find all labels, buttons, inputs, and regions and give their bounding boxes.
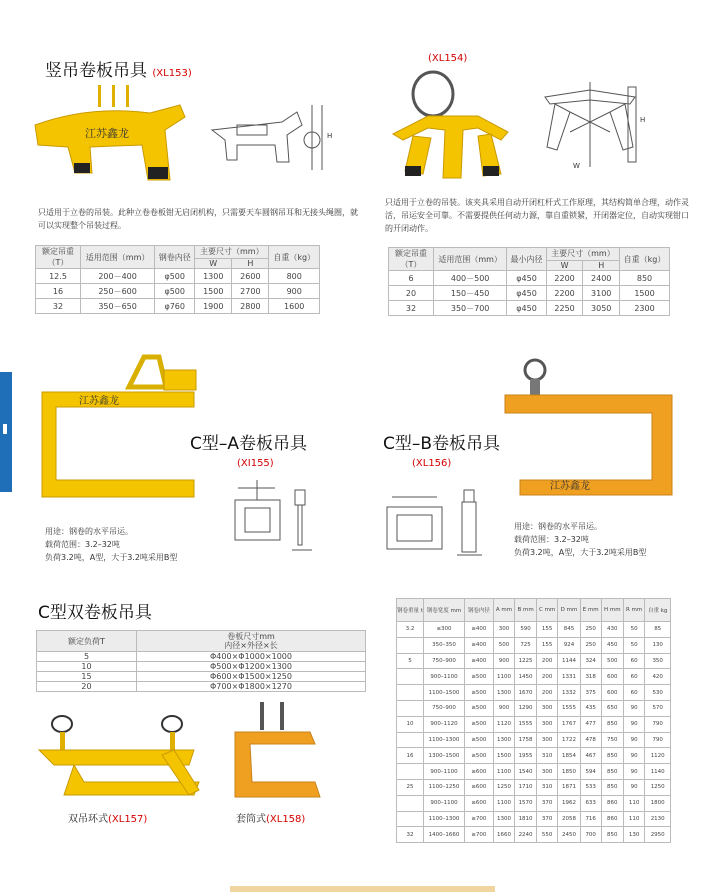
- table-cell: 1300: [493, 811, 515, 827]
- table-cell: 420: [645, 669, 671, 685]
- coil-weight-cell: 3.2: [397, 622, 424, 638]
- table-cell: 310: [536, 748, 558, 764]
- table-cell: 2450: [558, 827, 580, 843]
- table-row: [397, 700, 671, 716]
- xl156-usage-line: 载荷范围：3.2–32吨: [514, 535, 589, 544]
- table-row: [397, 685, 671, 701]
- table-cell: 1300: [493, 732, 515, 748]
- big-table-body: [397, 622, 671, 843]
- xl154-code: (XL154): [428, 53, 468, 64]
- table-row: [397, 779, 671, 795]
- footer-strip: [230, 886, 495, 892]
- xl158-code: (XL158): [266, 814, 306, 825]
- table-row: [397, 827, 671, 843]
- table-cell: 1722: [558, 732, 580, 748]
- table-cell: 1670: [515, 685, 537, 701]
- xl154-header-dim: 主要尺寸（mm）: [546, 248, 619, 261]
- table-cell: 300: [536, 716, 558, 732]
- table-cell: 110: [623, 811, 645, 827]
- xl154-description: 只适用于立卷的吊装。该夹具采用自动开闭杠杆式工作原理，其结构简单合理，动作灵活，吊运安全可靠。不需要提供任何动力源，靠自重锁紧，开闭器定位，自动实现钳口的开闭动作。: [385, 198, 689, 233]
- xl154-image: [383, 66, 523, 186]
- table-cell: 900–1100: [424, 669, 465, 685]
- table-cell: 790: [645, 732, 671, 748]
- xl158-caption: [236, 810, 305, 825]
- table-cell: 1300–1500: [424, 748, 465, 764]
- table-row: [397, 637, 671, 653]
- table-cell: 1810: [515, 811, 537, 827]
- table-cell: 1500: [493, 748, 515, 764]
- xl156-usage-line: 负荷3.2吨，A型，大于3.2吨采用B型: [514, 548, 647, 557]
- xl153-code: (XL153): [152, 68, 192, 79]
- table-cell: 130: [645, 637, 671, 653]
- table-cell: ≤300: [424, 622, 465, 638]
- xl153-subheader-w: W: [195, 258, 232, 268]
- table-row: 20 150－450 φ450 2200 3100 1500: [389, 286, 670, 301]
- table-cell: ≥600: [465, 764, 494, 780]
- table-row: 5 Φ400×Φ1000×1000: [37, 652, 366, 662]
- table-cell: 1854: [558, 748, 580, 764]
- table-cell: 1710: [515, 779, 537, 795]
- table-cell: 550: [536, 827, 558, 843]
- coil-weight-cell: [397, 637, 424, 653]
- table-row: 20 Φ700×Φ1800×1270: [37, 682, 366, 692]
- table-cell: 1450: [515, 669, 537, 685]
- table-cell: 50: [623, 637, 645, 653]
- table-cell: 478: [580, 732, 601, 748]
- table-cell: 1300: [493, 685, 515, 701]
- xl155-usage: [45, 525, 245, 564]
- xl154-table: [388, 247, 670, 316]
- table-cell: 90: [623, 779, 645, 795]
- table-cell: 700: [580, 827, 601, 843]
- coil-weight-cell: [397, 685, 424, 701]
- xl153-drawing: [207, 100, 337, 175]
- table-cell: 60: [623, 685, 645, 701]
- table-cell: 590: [515, 622, 537, 638]
- table-row: [397, 716, 671, 732]
- table-row: 32 350－650 φ760 1900 2800 1600: [36, 299, 320, 314]
- xl155-brand: 江苏鑫龙: [79, 396, 119, 407]
- big-header: E mm: [580, 599, 601, 622]
- table-row: [397, 669, 671, 685]
- table-cell: 2950: [645, 827, 671, 843]
- table-cell: 1331: [558, 669, 580, 685]
- coil-weight-cell: 25: [397, 779, 424, 795]
- table-cell: 310: [536, 779, 558, 795]
- xl153-image: [30, 85, 190, 185]
- table-cell: ≥500: [465, 669, 494, 685]
- big-header: 钢卷内径: [465, 599, 494, 622]
- table-cell: 1850: [558, 764, 580, 780]
- xl154-dim-h: H: [640, 116, 646, 124]
- table-cell: 1100–1250: [424, 779, 465, 795]
- xl157-code: (XL157): [108, 814, 148, 825]
- table-cell: 1332: [558, 685, 580, 701]
- table-row: 12.5 200－400 φ500 1300 2600 800: [36, 269, 320, 284]
- table-cell: 900: [493, 700, 515, 716]
- xl155-usage-line: 负荷3.2吨，A型，大于3.2吨采用B型: [45, 553, 178, 562]
- table-cell: 200: [536, 685, 558, 701]
- table-cell: 1540: [515, 764, 537, 780]
- table-cell: 600: [601, 685, 623, 701]
- table-cell: 300: [536, 764, 558, 780]
- xl153-header-load: 额定吊重（T）: [36, 246, 81, 269]
- table-cell: 430: [601, 622, 623, 638]
- coil-weight-cell: [397, 811, 424, 827]
- table-cell: 2058: [558, 811, 580, 827]
- table-cell: 110: [623, 795, 645, 811]
- c-type-spec-table: [396, 598, 671, 843]
- table-row: [397, 811, 671, 827]
- table-cell: 2240: [515, 827, 537, 843]
- table-cell: 1767: [558, 716, 580, 732]
- table-cell: 750–900: [424, 700, 465, 716]
- table-cell: 1290: [515, 700, 537, 716]
- table-cell: ≥600: [465, 795, 494, 811]
- double-table: [36, 630, 366, 692]
- table-cell: 467: [580, 748, 601, 764]
- xl156-image: [500, 355, 680, 505]
- table-cell: 570: [645, 700, 671, 716]
- xl154-header-range: 适用范围（mm）: [434, 248, 507, 271]
- table-cell: 1555: [558, 700, 580, 716]
- xl155-code: (XI155): [237, 458, 274, 469]
- table-cell: 155: [536, 637, 558, 653]
- table-cell: 435: [580, 700, 601, 716]
- table-cell: 350–350: [424, 637, 465, 653]
- table-cell: 2130: [645, 811, 671, 827]
- xl155-usage-line: 载荷范围：3.2–32吨: [45, 540, 120, 549]
- table-cell: 318: [580, 669, 601, 685]
- table-row: [397, 622, 671, 638]
- table-row: 16 250－600 φ500 1500 2700 900: [36, 284, 320, 299]
- table-cell: 450: [601, 637, 623, 653]
- table-cell: 530: [645, 685, 671, 701]
- table-cell: 900–1120: [424, 716, 465, 732]
- coil-weight-cell: [397, 669, 424, 685]
- table-cell: 1955: [515, 748, 537, 764]
- xl154-header-weight: 自重（kg）: [620, 248, 670, 271]
- table-cell: 300: [493, 622, 515, 638]
- table-cell: 900: [493, 653, 515, 669]
- coil-weight-cell: 16: [397, 748, 424, 764]
- xl158-caption-text: 套筒式: [236, 814, 266, 825]
- xl154-header-load: 额定吊重（T）: [389, 248, 434, 271]
- xl154-header-inner: 最小内径: [507, 248, 547, 271]
- table-cell: 1100–1300: [424, 732, 465, 748]
- xl153-dim-h: H: [327, 132, 333, 140]
- table-cell: 1120: [645, 748, 671, 764]
- big-header: 自重 kg: [645, 599, 671, 622]
- table-cell: 1100: [493, 795, 515, 811]
- table-cell: 850: [601, 779, 623, 795]
- table-cell: 1570: [515, 795, 537, 811]
- xl154-subheader-h: H: [583, 260, 620, 270]
- table-row: [397, 764, 671, 780]
- table-cell: 1400–1660: [424, 827, 465, 843]
- coil-weight-cell: [397, 732, 424, 748]
- xl153-subheader-h: H: [232, 258, 269, 268]
- double-header-size-line1: 卷板尺寸mm: [227, 632, 275, 641]
- xl154-dim-w: W: [573, 162, 580, 170]
- xl154-drawing: [535, 82, 665, 172]
- table-row: 6 400－500 φ450 2200 2400 850: [389, 271, 670, 286]
- table-cell: 1100–1500: [424, 685, 465, 701]
- xl156-code: (XL156): [412, 458, 452, 469]
- xl153-header-range: 适用范围（mm）: [81, 246, 155, 269]
- table-cell: 90: [623, 748, 645, 764]
- table-cell: ≥500: [465, 716, 494, 732]
- coil-weight-cell: [397, 764, 424, 780]
- table-cell: 60: [623, 653, 645, 669]
- table-cell: 850: [601, 748, 623, 764]
- coil-weight-cell: 10: [397, 716, 424, 732]
- table-cell: ≥500: [465, 700, 494, 716]
- side-tab: [0, 372, 12, 492]
- xl153-title-text: 竖吊卷板吊具: [45, 61, 147, 81]
- table-cell: 1100–1300: [424, 811, 465, 827]
- table-cell: 500: [601, 653, 623, 669]
- xl157-caption: [68, 810, 147, 825]
- table-cell: 650: [601, 700, 623, 716]
- table-row: [397, 653, 671, 669]
- table-cell: 130: [623, 827, 645, 843]
- table-cell: 633: [580, 795, 601, 811]
- table-cell: 90: [623, 716, 645, 732]
- table-cell: 750–900: [424, 653, 465, 669]
- table-cell: 350: [645, 653, 671, 669]
- table-cell: 370: [536, 795, 558, 811]
- xl153-header-weight: 自重（kg）: [269, 246, 320, 269]
- table-cell: 1120: [493, 716, 515, 732]
- table-row: [397, 748, 671, 764]
- table-cell: 594: [580, 764, 601, 780]
- table-cell: 900–1100: [424, 764, 465, 780]
- table-cell: 375: [580, 685, 601, 701]
- big-header: H mm: [601, 599, 623, 622]
- table-cell: ≥700: [465, 827, 494, 843]
- xl156-brand: 江苏鑫龙: [550, 481, 590, 492]
- table-row: [397, 732, 671, 748]
- table-cell: ≥400: [465, 622, 494, 638]
- big-header: 钢卷重量 t: [397, 599, 424, 622]
- table-cell: ≥400: [465, 637, 494, 653]
- table-cell: 1250: [645, 779, 671, 795]
- table-cell: 924: [558, 637, 580, 653]
- coil-weight-cell: 5: [397, 653, 424, 669]
- double-header-size: [137, 631, 366, 652]
- xl153-brand: 江苏鑫龙: [85, 127, 129, 140]
- table-cell: ≥500: [465, 732, 494, 748]
- xl156-title: C型–B卷板吊具: [383, 434, 501, 454]
- table-cell: 90: [623, 764, 645, 780]
- big-header: C mm: [536, 599, 558, 622]
- table-cell: 370: [536, 811, 558, 827]
- table-cell: 324: [580, 653, 601, 669]
- table-cell: 85: [645, 622, 671, 638]
- coil-weight-cell: 32: [397, 827, 424, 843]
- table-row: 32 350－700 φ450 2250 3050 2300: [389, 301, 670, 316]
- table-cell: 1144: [558, 653, 580, 669]
- big-header: A mm: [493, 599, 515, 622]
- table-cell: 1871: [558, 779, 580, 795]
- big-header: D mm: [558, 599, 580, 622]
- table-cell: 1555: [515, 716, 537, 732]
- table-cell: 1100: [493, 764, 515, 780]
- table-cell: 250: [580, 622, 601, 638]
- table-cell: 860: [601, 795, 623, 811]
- xl155-title: C型–A卷板吊具: [190, 434, 307, 454]
- table-cell: 50: [623, 622, 645, 638]
- xl153-table: [35, 245, 320, 314]
- big-header: 钢卷宽度 mm: [424, 599, 465, 622]
- table-cell: 900–1100: [424, 795, 465, 811]
- table-cell: 477: [580, 716, 601, 732]
- table-cell: 90: [623, 732, 645, 748]
- table-cell: 300: [536, 732, 558, 748]
- table-cell: 500: [493, 637, 515, 653]
- table-cell: 600: [601, 669, 623, 685]
- table-cell: 1225: [515, 653, 537, 669]
- coil-weight-cell: [397, 700, 424, 716]
- table-row: [397, 795, 671, 811]
- table-cell: 533: [580, 779, 601, 795]
- table-row: 10 Φ500×Φ1200×1300: [37, 662, 366, 672]
- table-cell: ≥500: [465, 748, 494, 764]
- xl155-image: [34, 352, 204, 512]
- table-cell: 200: [536, 669, 558, 685]
- table-cell: 845: [558, 622, 580, 638]
- xl156-usage: [514, 520, 699, 559]
- table-cell: ≥700: [465, 811, 494, 827]
- coil-weight-cell: [397, 795, 424, 811]
- table-cell: 250: [580, 637, 601, 653]
- table-cell: ≥400: [465, 653, 494, 669]
- table-cell: 1250: [493, 779, 515, 795]
- xl153-header-dim: 主要尺寸（mm）: [195, 246, 269, 259]
- big-header: B mm: [515, 599, 537, 622]
- xl153-header-inner: 钢卷内径: [155, 246, 195, 269]
- xl157-caption-text: 双吊环式: [68, 814, 108, 825]
- table-cell: 1962: [558, 795, 580, 811]
- table-cell: 1758: [515, 732, 537, 748]
- table-cell: 300: [536, 700, 558, 716]
- table-cell: 90: [623, 700, 645, 716]
- side-tab-mark: [3, 424, 7, 434]
- xl156-drawing: [382, 485, 497, 560]
- xl155-usage-line: 用途：钢卷的水平吊运。: [45, 527, 133, 536]
- table-cell: 716: [580, 811, 601, 827]
- table-cell: 790: [645, 716, 671, 732]
- table-cell: 1800: [645, 795, 671, 811]
- table-cell: 860: [601, 811, 623, 827]
- double-header-load: 额定负荷T: [37, 631, 137, 652]
- table-cell: 725: [515, 637, 537, 653]
- xl153-description: 只适用于立卷的吊装。此种立卷卷板钳无启闭机构，只需要天车圆钢吊耳和无接头绳圈，就可以实现整个吊装过程。: [38, 208, 358, 230]
- big-header: R mm: [623, 599, 645, 622]
- table-cell: 60: [623, 669, 645, 685]
- xl158-image: [220, 702, 330, 807]
- table-cell: 850: [601, 827, 623, 843]
- table-row: 15 Φ600×Φ1500×1250: [37, 672, 366, 682]
- table-cell: 200: [536, 653, 558, 669]
- table-cell: ≥500: [465, 685, 494, 701]
- table-cell: 1140: [645, 764, 671, 780]
- table-cell: 155: [536, 622, 558, 638]
- table-cell: ≥600: [465, 779, 494, 795]
- xl157-image: [34, 710, 204, 805]
- double-header-size-line2: 内径×外径×长: [224, 641, 278, 650]
- xl153-title: [45, 56, 192, 81]
- table-cell: 850: [601, 764, 623, 780]
- double-title: C型双卷板吊具: [38, 603, 152, 623]
- table-cell: 750: [601, 732, 623, 748]
- table-cell: 850: [601, 716, 623, 732]
- xl156-usage-line: 用途：钢卷的水平吊运。: [514, 522, 602, 531]
- xl154-subheader-w: W: [546, 260, 583, 270]
- table-cell: 1660: [493, 827, 515, 843]
- table-cell: 1100: [493, 669, 515, 685]
